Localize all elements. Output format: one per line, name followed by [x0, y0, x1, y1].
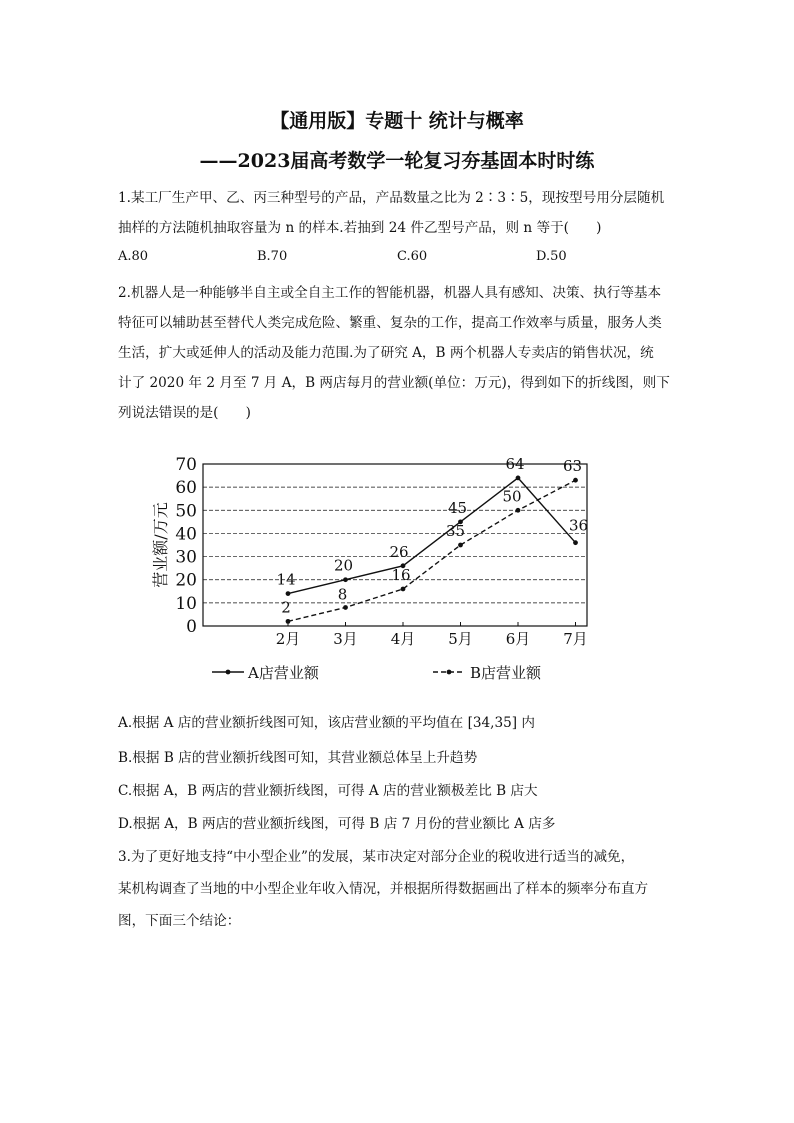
data-point [343, 605, 348, 610]
legend-label-a: A店营业额 [248, 664, 319, 682]
legend-marker-b [447, 670, 452, 675]
x-tick-label: 7月 [563, 630, 588, 648]
data-label: 64 [505, 454, 525, 473]
data-label: 50 [502, 487, 522, 506]
data-label: 8 [337, 585, 348, 604]
q1-text-line2: 抽样的方法随机抽取容量为 n 的样本.若抽到 24 件乙型号产品，则 n 等于( ) [118, 220, 602, 236]
q1-option-a: A.80 [118, 249, 149, 264]
legend-label-b: B店营业额 [470, 664, 542, 682]
chart-svg [150, 452, 595, 692]
data-label: 36 [568, 516, 589, 535]
q1-option-d: D.50 [536, 249, 567, 264]
data-label: 16 [391, 565, 411, 584]
revenue-line-chart [150, 452, 595, 692]
x-tick-label: 4月 [390, 630, 416, 648]
data-point [401, 587, 406, 592]
q2-option-c: C.根据 A，B 两店的营业额折线图，可得 A 店的营业额极差比 B 店大 [118, 783, 538, 799]
data-point [286, 591, 291, 596]
data-label: 20 [333, 556, 354, 575]
series-line-b [288, 480, 576, 621]
q2-option-d: D.根据 A，B 两店的营业额折线图，可得 B 店 7 月份的营业额比 A 店多 [118, 816, 556, 832]
q3-text-line1: 3.为了更好地支持“中小型企业”的发展，某市决定对部分企业的税收进行适当的减免， [118, 849, 635, 865]
data-point [516, 475, 521, 480]
data-point [458, 543, 463, 548]
y-tick-label: 10 [175, 593, 197, 614]
data-label: 14 [276, 570, 296, 589]
q1-option-c: C.60 [397, 249, 428, 264]
q1-option-b: B.70 [257, 249, 288, 264]
q2-text-line5: 列说法错误的是( ) [118, 405, 251, 421]
q2-option-a: A.根据 A 店的营业额折线图可知，该店营业额的平均值在 [34,35] 内 [118, 715, 536, 731]
q1-text-line1: 1.某工厂生产甲、乙、丙三种型号的产品，产品数量之比为 2∶3∶5，现按型号用分层随机 [118, 190, 665, 206]
q3-text-line3: 图，下面三个结论： [118, 913, 241, 929]
x-tick-label: 2月 [275, 630, 301, 648]
data-label: 26 [389, 542, 409, 561]
data-point [516, 508, 521, 513]
q2-text-line1: 2.机器人是一种能够半自主或全自主工作的智能机器，机器人具有感知、决策、执行等基本 [118, 285, 662, 301]
y-tick-label: 40 [175, 524, 197, 545]
y-tick-label: 50 [175, 501, 197, 522]
legend-marker-a [226, 670, 231, 675]
page-title: 【通用版】专题十 统计与概率 [270, 110, 524, 132]
y-axis-label: 营业额/万元 [151, 502, 170, 588]
x-tick-label: 5月 [448, 630, 473, 648]
data-label: 35 [445, 522, 466, 540]
y-tick-label: 70 [175, 455, 197, 475]
y-tick-label: 30 [175, 547, 197, 568]
data-point [573, 540, 578, 545]
data-point [286, 619, 291, 624]
x-tick-label: 6月 [505, 630, 531, 648]
y-tick-label: 20 [175, 570, 197, 591]
page-subtitle: ——2023届高考数学一轮复习夯基固本时时练 [199, 150, 595, 172]
data-label: 63 [562, 457, 583, 476]
q2-text-line2: 特征可以辅助甚至替代人类完成危险、繁重、复杂的工作，提高工作效率与质量，服务人类 [118, 315, 662, 331]
q2-text-line3: 生活，扩大或延伸人的活动及能力范围.为了研究 A，B 两个机器人专卖店的销售状况，统 [118, 345, 654, 361]
x-tick-label: 3月 [333, 630, 358, 648]
q2-text-line4: 计了 2020 年 2 月至 7 月 A，B 两店每月的营业额(单位：万元)，得到如下的折线图，则下 [118, 375, 670, 391]
series-line-a [288, 478, 576, 594]
q3-text-line2: 某机构调查了当地的中小型企业年收入情况，并根据所得数据画出了样本的频率分布直方 [118, 881, 649, 897]
q2-option-b: B.根据 B 店的营业额折线图可知，其营业额总体呈上升趋势 [118, 750, 478, 766]
data-label: 2 [281, 598, 291, 617]
y-tick-label: 0 [186, 617, 197, 637]
y-tick-label: 60 [175, 478, 197, 499]
data-point [573, 478, 578, 483]
data-label: 45 [447, 498, 468, 517]
data-point [343, 577, 348, 582]
